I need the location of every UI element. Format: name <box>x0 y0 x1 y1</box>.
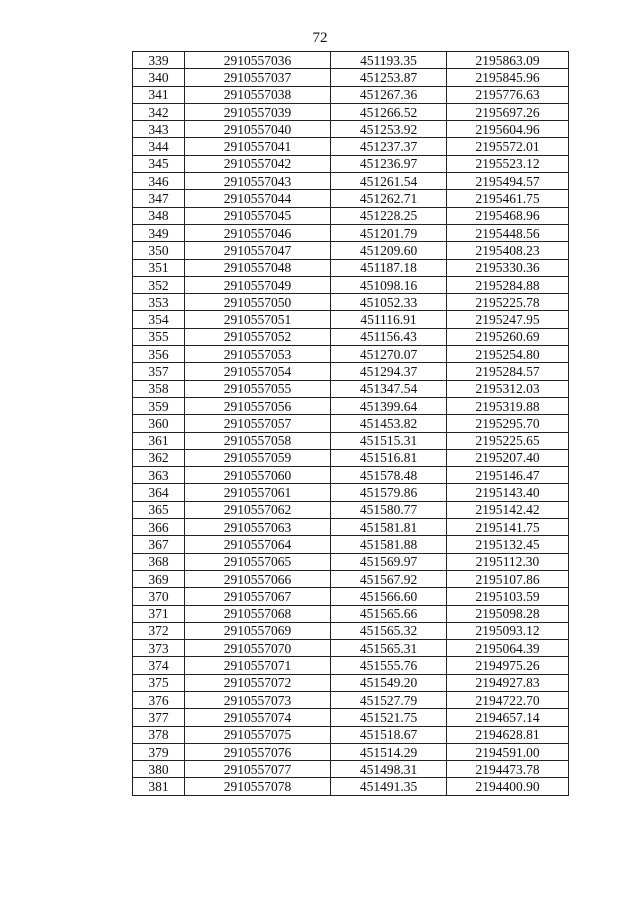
point-id-cell: 2910557050 <box>185 294 331 311</box>
x-coordinate-cell: 451567.92 <box>331 570 447 587</box>
x-coordinate-cell: 451294.37 <box>331 363 447 380</box>
x-coordinate-cell: 451581.88 <box>331 536 447 553</box>
table-row <box>133 138 569 155</box>
table-row <box>133 501 569 518</box>
y-coordinate-cell: 2195064.39 <box>447 640 569 657</box>
point-id-cell: 2910557061 <box>185 484 331 501</box>
y-coordinate-cell: 2194473.78 <box>447 761 569 778</box>
row-number-cell: 360 <box>133 415 185 432</box>
row-number-cell: 366 <box>133 519 185 536</box>
y-coordinate-cell: 2195468.96 <box>447 207 569 224</box>
table-row <box>133 536 569 553</box>
table-row <box>133 761 569 778</box>
y-coordinate-cell: 2195330.36 <box>447 259 569 276</box>
point-id-cell: 2910557040 <box>185 121 331 138</box>
table-row <box>133 778 569 795</box>
table-row <box>133 467 569 484</box>
point-id-cell: 2910557066 <box>185 570 331 587</box>
table-row <box>133 173 569 190</box>
row-number-cell: 375 <box>133 674 185 691</box>
point-id-cell: 2910557069 <box>185 622 331 639</box>
y-coordinate-cell: 2195112.30 <box>447 553 569 570</box>
table-row <box>133 294 569 311</box>
table-row <box>133 519 569 536</box>
y-coordinate-cell: 2195494.57 <box>447 173 569 190</box>
row-number-cell: 368 <box>133 553 185 570</box>
table-row <box>133 415 569 432</box>
y-coordinate-cell: 2194722.70 <box>447 691 569 708</box>
y-coordinate-cell: 2195142.42 <box>447 501 569 518</box>
table-row <box>133 103 569 120</box>
x-coordinate-cell: 451515.31 <box>331 432 447 449</box>
y-coordinate-cell: 2195141.75 <box>447 519 569 536</box>
x-coordinate-cell: 451579.86 <box>331 484 447 501</box>
table-row <box>133 121 569 138</box>
point-id-cell: 2910557056 <box>185 397 331 414</box>
table-row <box>133 259 569 276</box>
row-number-cell: 367 <box>133 536 185 553</box>
row-number-cell: 344 <box>133 138 185 155</box>
point-id-cell: 2910557051 <box>185 311 331 328</box>
x-coordinate-cell: 451237.37 <box>331 138 447 155</box>
point-id-cell: 2910557063 <box>185 519 331 536</box>
x-coordinate-cell: 451453.82 <box>331 415 447 432</box>
table-row <box>133 276 569 293</box>
y-coordinate-cell: 2195132.45 <box>447 536 569 553</box>
point-id-cell: 2910557048 <box>185 259 331 276</box>
point-id-cell: 2910557044 <box>185 190 331 207</box>
point-id-cell: 2910557037 <box>185 69 331 86</box>
point-id-cell: 2910557038 <box>185 86 331 103</box>
table-row <box>133 155 569 172</box>
row-number-cell: 374 <box>133 657 185 674</box>
row-number-cell: 339 <box>133 52 185 69</box>
y-coordinate-cell: 2195143.40 <box>447 484 569 501</box>
y-coordinate-cell: 2195319.88 <box>447 397 569 414</box>
table-row <box>133 86 569 103</box>
table-row <box>133 674 569 691</box>
point-id-cell: 2910557058 <box>185 432 331 449</box>
y-coordinate-cell: 2195254.80 <box>447 346 569 363</box>
y-coordinate-cell: 2195284.57 <box>447 363 569 380</box>
table-row <box>133 449 569 466</box>
x-coordinate-cell: 451201.79 <box>331 224 447 241</box>
row-number-cell: 349 <box>133 224 185 241</box>
x-coordinate-cell: 451565.66 <box>331 605 447 622</box>
y-coordinate-cell: 2195523.12 <box>447 155 569 172</box>
y-coordinate-cell: 2195225.65 <box>447 432 569 449</box>
y-coordinate-cell: 2194657.14 <box>447 709 569 726</box>
table-row <box>133 484 569 501</box>
point-id-cell: 2910557047 <box>185 242 331 259</box>
row-number-cell: 357 <box>133 363 185 380</box>
row-number-cell: 361 <box>133 432 185 449</box>
y-coordinate-cell: 2195572.01 <box>447 138 569 155</box>
x-coordinate-cell: 451580.77 <box>331 501 447 518</box>
x-coordinate-cell: 451052.33 <box>331 294 447 311</box>
table-row <box>133 346 569 363</box>
row-number-cell: 353 <box>133 294 185 311</box>
table-row <box>133 605 569 622</box>
table-row <box>133 69 569 86</box>
page-number: 72 <box>312 30 328 46</box>
point-id-cell: 2910557042 <box>185 155 331 172</box>
y-coordinate-cell: 2194927.83 <box>447 674 569 691</box>
y-coordinate-cell: 2195247.95 <box>447 311 569 328</box>
row-number-cell: 379 <box>133 743 185 760</box>
point-id-cell: 2910557065 <box>185 553 331 570</box>
table-row <box>133 397 569 414</box>
point-id-cell: 2910557071 <box>185 657 331 674</box>
point-id-cell: 2910557078 <box>185 778 331 795</box>
x-coordinate-cell: 451498.31 <box>331 761 447 778</box>
point-id-cell: 2910557041 <box>185 138 331 155</box>
point-id-cell: 2910557064 <box>185 536 331 553</box>
row-number-cell: 346 <box>133 173 185 190</box>
row-number-cell: 369 <box>133 570 185 587</box>
point-id-cell: 2910557045 <box>185 207 331 224</box>
table-row <box>133 553 569 570</box>
x-coordinate-cell: 451549.20 <box>331 674 447 691</box>
y-coordinate-cell: 2195776.63 <box>447 86 569 103</box>
x-coordinate-cell: 451518.67 <box>331 726 447 743</box>
point-id-cell: 2910557053 <box>185 346 331 363</box>
x-coordinate-cell: 451209.60 <box>331 242 447 259</box>
point-id-cell: 2910557054 <box>185 363 331 380</box>
y-coordinate-cell: 2195103.59 <box>447 588 569 605</box>
row-number-cell: 352 <box>133 276 185 293</box>
row-number-cell: 362 <box>133 449 185 466</box>
row-number-cell: 351 <box>133 259 185 276</box>
table-row <box>133 622 569 639</box>
table-row <box>133 432 569 449</box>
point-id-cell: 2910557057 <box>185 415 331 432</box>
point-id-cell: 2910557055 <box>185 380 331 397</box>
row-number-cell: 381 <box>133 778 185 795</box>
row-number-cell: 356 <box>133 346 185 363</box>
table-row <box>133 311 569 328</box>
x-coordinate-cell: 451098.16 <box>331 276 447 293</box>
x-coordinate-cell: 451253.87 <box>331 69 447 86</box>
x-coordinate-cell: 451565.32 <box>331 622 447 639</box>
row-number-cell: 355 <box>133 328 185 345</box>
row-number-cell: 341 <box>133 86 185 103</box>
x-coordinate-cell: 451521.75 <box>331 709 447 726</box>
point-id-cell: 2910557075 <box>185 726 331 743</box>
point-id-cell: 2910557039 <box>185 103 331 120</box>
row-number-cell: 350 <box>133 242 185 259</box>
x-coordinate-cell: 451267.36 <box>331 86 447 103</box>
row-number-cell: 340 <box>133 69 185 86</box>
x-coordinate-cell: 451527.79 <box>331 691 447 708</box>
x-coordinate-cell: 451516.81 <box>331 449 447 466</box>
x-coordinate-cell: 451514.29 <box>331 743 447 760</box>
row-number-cell: 342 <box>133 103 185 120</box>
table-row <box>133 52 569 69</box>
point-id-cell: 2910557060 <box>185 467 331 484</box>
x-coordinate-cell: 451347.54 <box>331 380 447 397</box>
point-id-cell: 2910557052 <box>185 328 331 345</box>
y-coordinate-cell: 2195225.78 <box>447 294 569 311</box>
y-coordinate-cell: 2194628.81 <box>447 726 569 743</box>
x-coordinate-cell: 451156.43 <box>331 328 447 345</box>
row-number-cell: 348 <box>133 207 185 224</box>
table-body <box>133 52 569 796</box>
table-row <box>133 709 569 726</box>
y-coordinate-cell: 2195863.09 <box>447 52 569 69</box>
y-coordinate-cell: 2195408.23 <box>447 242 569 259</box>
x-coordinate-cell: 451253.92 <box>331 121 447 138</box>
row-number-cell: 378 <box>133 726 185 743</box>
row-number-cell: 364 <box>133 484 185 501</box>
x-coordinate-cell: 451228.25 <box>331 207 447 224</box>
table-row <box>133 242 569 259</box>
y-coordinate-cell: 2194975.26 <box>447 657 569 674</box>
row-number-cell: 380 <box>133 761 185 778</box>
y-coordinate-cell: 2195093.12 <box>447 622 569 639</box>
y-coordinate-cell: 2195295.70 <box>447 415 569 432</box>
y-coordinate-cell: 2195312.03 <box>447 380 569 397</box>
point-id-cell: 2910557072 <box>185 674 331 691</box>
y-coordinate-cell: 2195098.28 <box>447 605 569 622</box>
table-row <box>133 640 569 657</box>
point-id-cell: 2910557068 <box>185 605 331 622</box>
x-coordinate-cell: 451491.35 <box>331 778 447 795</box>
table-row <box>133 328 569 345</box>
row-number-cell: 372 <box>133 622 185 639</box>
y-coordinate-cell: 2195697.26 <box>447 103 569 120</box>
table-row <box>133 207 569 224</box>
point-id-cell: 2910557077 <box>185 761 331 778</box>
row-number-cell: 376 <box>133 691 185 708</box>
row-number-cell: 343 <box>133 121 185 138</box>
y-coordinate-cell: 2195260.69 <box>447 328 569 345</box>
table-row <box>133 363 569 380</box>
point-id-cell: 2910557036 <box>185 52 331 69</box>
x-coordinate-cell: 451399.64 <box>331 397 447 414</box>
table-row <box>133 380 569 397</box>
row-number-cell: 359 <box>133 397 185 414</box>
row-number-cell: 371 <box>133 605 185 622</box>
x-coordinate-cell: 451565.31 <box>331 640 447 657</box>
y-coordinate-cell: 2194400.90 <box>447 778 569 795</box>
x-coordinate-cell: 451261.54 <box>331 173 447 190</box>
y-coordinate-cell: 2195207.40 <box>447 449 569 466</box>
point-id-cell: 2910557074 <box>185 709 331 726</box>
table-row <box>133 190 569 207</box>
point-id-cell: 2910557076 <box>185 743 331 760</box>
point-id-cell: 2910557049 <box>185 276 331 293</box>
row-number-cell: 365 <box>133 501 185 518</box>
point-id-cell: 2910557062 <box>185 501 331 518</box>
point-id-cell: 2910557046 <box>185 224 331 241</box>
row-number-cell: 373 <box>133 640 185 657</box>
table-row <box>133 657 569 674</box>
table-row <box>133 743 569 760</box>
y-coordinate-cell: 2195146.47 <box>447 467 569 484</box>
point-id-cell: 2910557059 <box>185 449 331 466</box>
table-row <box>133 224 569 241</box>
x-coordinate-cell: 451581.81 <box>331 519 447 536</box>
x-coordinate-cell: 451266.52 <box>331 103 447 120</box>
row-number-cell: 377 <box>133 709 185 726</box>
row-number-cell: 370 <box>133 588 185 605</box>
y-coordinate-cell: 2195284.88 <box>447 276 569 293</box>
table-row <box>133 691 569 708</box>
y-coordinate-cell: 2195461.75 <box>447 190 569 207</box>
x-coordinate-cell: 451187.18 <box>331 259 447 276</box>
row-number-cell: 347 <box>133 190 185 207</box>
point-id-cell: 2910557070 <box>185 640 331 657</box>
x-coordinate-cell: 451270.07 <box>331 346 447 363</box>
x-coordinate-cell: 451569.97 <box>331 553 447 570</box>
point-id-cell: 2910557073 <box>185 691 331 708</box>
row-number-cell: 345 <box>133 155 185 172</box>
y-coordinate-cell: 2194591.00 <box>447 743 569 760</box>
x-coordinate-cell: 451116.91 <box>331 311 447 328</box>
x-coordinate-cell: 451193.35 <box>331 52 447 69</box>
point-id-cell: 2910557067 <box>185 588 331 605</box>
row-number-cell: 363 <box>133 467 185 484</box>
row-number-cell: 358 <box>133 380 185 397</box>
table-row <box>133 726 569 743</box>
x-coordinate-cell: 451555.76 <box>331 657 447 674</box>
x-coordinate-cell: 451262.71 <box>331 190 447 207</box>
y-coordinate-cell: 2195845.96 <box>447 69 569 86</box>
point-id-cell: 2910557043 <box>185 173 331 190</box>
table-row <box>133 588 569 605</box>
x-coordinate-cell: 451566.60 <box>331 588 447 605</box>
table-row <box>133 570 569 587</box>
coordinates-table <box>132 51 569 796</box>
x-coordinate-cell: 451578.48 <box>331 467 447 484</box>
y-coordinate-cell: 2195448.56 <box>447 224 569 241</box>
y-coordinate-cell: 2195107.86 <box>447 570 569 587</box>
row-number-cell: 354 <box>133 311 185 328</box>
y-coordinate-cell: 2195604.96 <box>447 121 569 138</box>
x-coordinate-cell: 451236.97 <box>331 155 447 172</box>
